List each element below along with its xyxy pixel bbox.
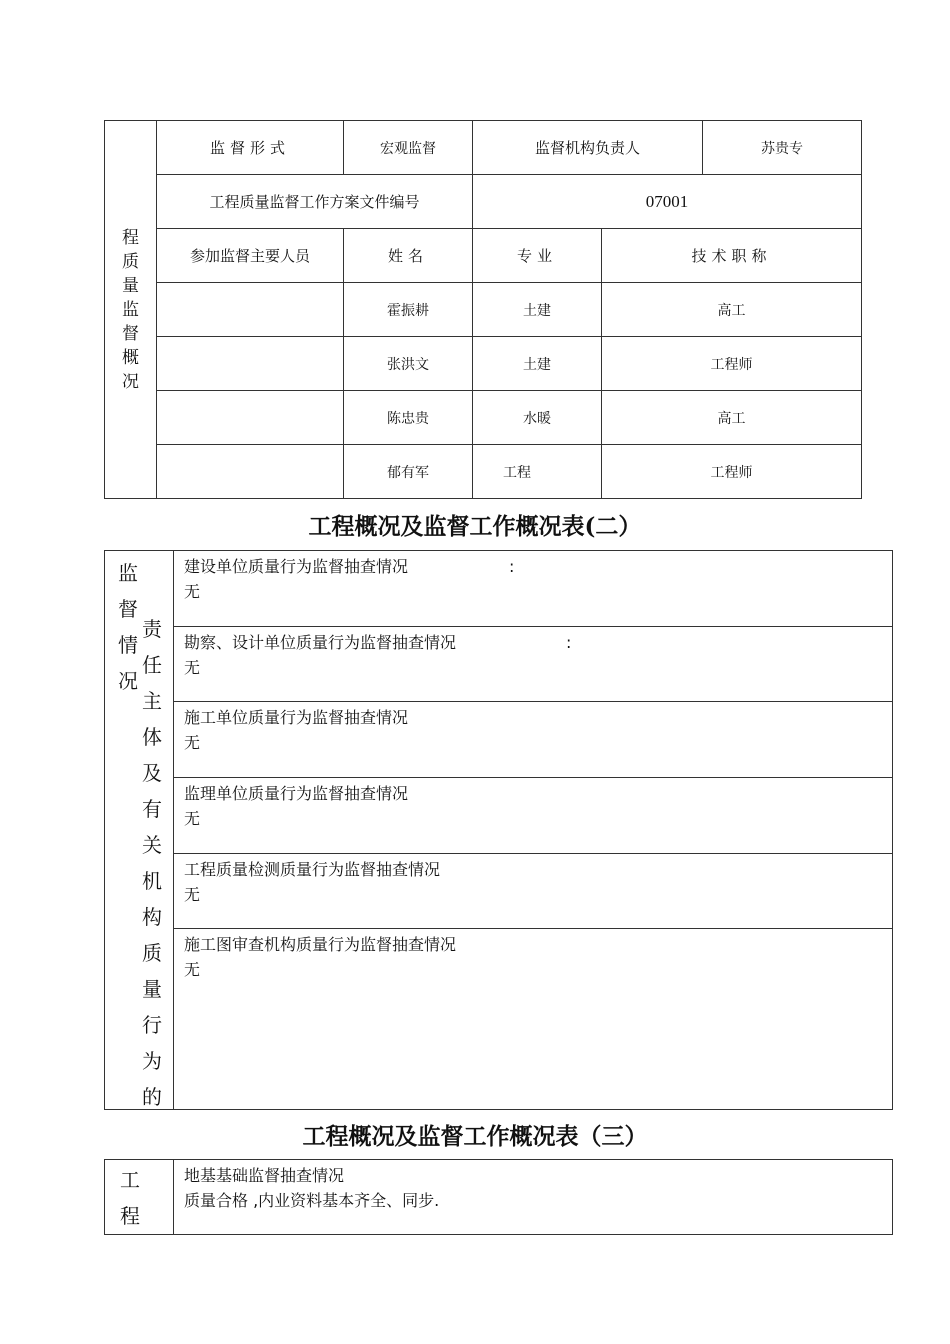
person-name: 郁有军	[344, 445, 473, 499]
check-label: 勘察、设计单位质量行为监督抽查情况	[184, 633, 457, 652]
check-colon: :	[509, 557, 515, 576]
table-row	[105, 445, 862, 499]
check-row-design	[174, 627, 893, 702]
check-value: 无	[184, 809, 201, 828]
person-title: 工程师	[602, 445, 862, 499]
empty-cell	[157, 337, 344, 391]
empty-cell	[157, 283, 344, 337]
check-colon: :	[566, 633, 572, 652]
col-title: 技术职称	[602, 229, 862, 283]
side-label: 程质量监督概况	[105, 121, 157, 499]
check-label: 工程质量检测质量行为监督抽查情况	[184, 860, 441, 879]
check-row-contractor	[174, 702, 893, 778]
check-label: 建设单位质量行为监督抽查情况	[184, 557, 409, 576]
person-major: 水暖	[473, 391, 602, 445]
table2-title: 工程概况及监督工作概况表(二）	[308, 513, 642, 540]
side-label: 工程	[120, 1168, 140, 1228]
table-row	[105, 337, 862, 391]
foundation-side	[105, 1160, 174, 1235]
check-label: 施工单位质量行为监督抽查情况	[184, 708, 409, 727]
person-name: 霍振耕	[344, 283, 473, 337]
check-value: 无	[184, 582, 201, 601]
person-major: 工程	[473, 445, 602, 499]
plan-number-value: 07001	[473, 175, 862, 229]
table-row	[105, 283, 862, 337]
check-value: 无	[184, 733, 201, 752]
supervision-form-value: 宏观监督	[344, 121, 473, 175]
check-row-testing	[174, 854, 893, 929]
table-row	[105, 391, 862, 445]
col-name: 姓名	[344, 229, 473, 283]
foundation-table	[104, 1159, 893, 1235]
person-major: 土建	[473, 283, 602, 337]
person-title: 高工	[602, 283, 862, 337]
empty-cell	[157, 391, 344, 445]
plan-number-label: 工程质量监督工作方案文件编号	[157, 175, 473, 229]
empty-cell	[157, 445, 344, 499]
supervision-form-label: 监督形式	[157, 121, 344, 175]
person-name: 陈忠贵	[344, 391, 473, 445]
foundation-row	[174, 1160, 893, 1235]
check-row-drawing-review	[174, 929, 893, 1110]
check-row-construction	[174, 551, 893, 627]
col-major: 专业	[473, 229, 602, 283]
check-row-supervisor	[174, 778, 893, 854]
person-title: 高工	[602, 391, 862, 445]
check-value: 无	[184, 658, 201, 677]
person-title: 工程师	[602, 337, 862, 391]
head-value: 苏贵专	[703, 121, 862, 175]
check-value: 无	[184, 885, 201, 904]
responsibility-table	[104, 550, 893, 1110]
head-label: 监督机构负责人	[473, 121, 703, 175]
inner-label: 责任主体及有关机构质量行为的	[142, 617, 162, 1109]
check-value: 无	[184, 960, 201, 979]
responsibility-side	[105, 551, 174, 1110]
personnel-label: 参加监督主要人员	[157, 229, 344, 283]
outer-label: 监督情况	[118, 561, 138, 693]
person-major: 土建	[473, 337, 602, 391]
check-label: 监理单位质量行为监督抽查情况	[184, 784, 409, 803]
foundation-value: 质量合格 ,内业资料基本齐全、同步.	[184, 1191, 440, 1210]
foundation-label: 地基基础监督抽查情况	[184, 1166, 345, 1185]
table3-title: 工程概况及监督工作概况表（三）	[302, 1123, 648, 1150]
check-label: 施工图审查机构质量行为监督抽查情况	[184, 935, 457, 954]
person-name: 张洪文	[344, 337, 473, 391]
supervision-overview-table	[104, 120, 862, 499]
